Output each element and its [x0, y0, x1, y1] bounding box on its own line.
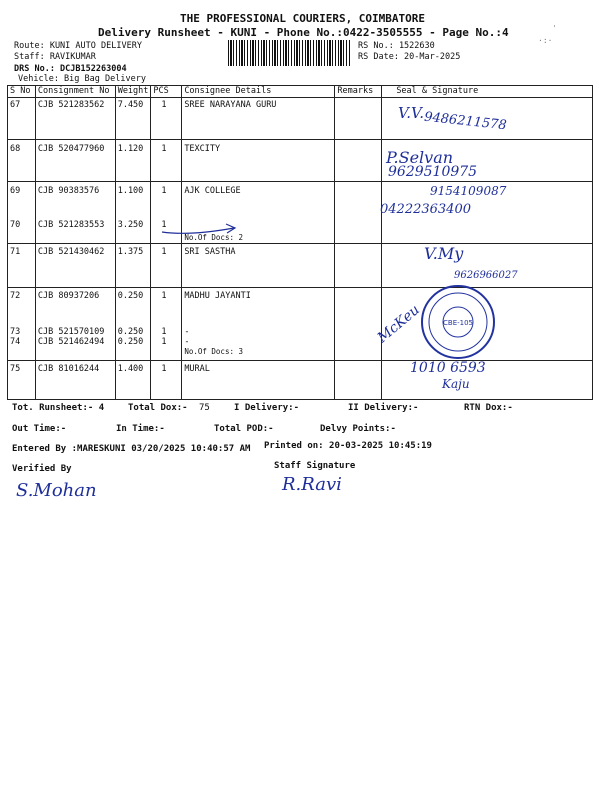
row-sno: 75 [8, 361, 36, 400]
row-weight [115, 288, 151, 361]
row-consignee: TEXCITY [182, 140, 335, 182]
row-sno-74: 74 [10, 337, 21, 347]
entered-by: Entered By :MARESKUNI 03/20/2025 10:40:57 AM [12, 444, 251, 454]
i-delivery: I Delivery:- [234, 403, 300, 413]
row-pcs: 1 [151, 244, 182, 288]
delvy-points: Delvy Points:- [320, 424, 396, 434]
handwritten-signature: V.My [424, 244, 464, 263]
row-sno-69: 69 [10, 186, 21, 196]
row-consignee-73: - [184, 327, 190, 337]
total-dox-value: 75 [199, 403, 210, 413]
row-pcs-73: 1 [161, 327, 167, 337]
printed-on: Printed on: 20-03-2025 10:45:19 [264, 441, 432, 451]
col-weight: Weight [115, 86, 151, 98]
row-sno-72: 72 [10, 291, 21, 301]
staff-signature-label: Staff Signature [274, 461, 356, 471]
rtn-dox: RTN Dox:- [464, 403, 513, 413]
row-cn-74: CJB 521462494 [37, 337, 105, 347]
row-pcs-69: 1 [161, 186, 167, 196]
row-remarks [335, 98, 382, 140]
row-sno: 71 [8, 244, 36, 288]
row-cn [35, 288, 115, 361]
seal-stamp-code: CBE-105 [443, 319, 473, 327]
row-pcs: 1 [151, 361, 182, 400]
vehicle-label: Vehicle: Big Bag Delivery [18, 74, 146, 84]
row-remarks [335, 244, 382, 288]
handwritten-signature: McKeu [374, 301, 423, 347]
row-weight [115, 182, 151, 244]
row-weight-72: 0.250 [117, 291, 144, 301]
runsheet-subtitle: Delivery Runsheet - KUNI - Phone No.:0422-3505555 - Page No.:4 [98, 26, 509, 39]
row-pcs-72: 1 [161, 291, 167, 301]
tot-runsheet: Tot. Runsheet:- 4 [12, 403, 105, 413]
row-cn: CJB 521283562 [35, 98, 115, 140]
handwritten-signature: Kaju [442, 377, 470, 391]
verified-by: Verified By [12, 464, 72, 474]
row-sno-70: 70 [10, 220, 21, 230]
row-remarks [335, 140, 382, 182]
row-weight: 1.400 [115, 361, 151, 400]
row-remarks [335, 288, 382, 361]
docs-count-note: No.Of Docs: 2 [184, 233, 244, 242]
row-weight: 1.375 [115, 244, 151, 288]
row-cn-73: CJB 521570109 [37, 327, 105, 337]
row-cn-72: CJB 80937206 [37, 291, 100, 301]
row-cn: CJB 521430462 [35, 244, 115, 288]
route-label: Route: KUNI AUTO DELIVERY [14, 41, 142, 51]
barcode [228, 40, 350, 66]
row-cn: CJB 81016244 [35, 361, 115, 400]
row-pcs-74: 1 [161, 337, 167, 347]
row-weight-74: 0.250 [117, 337, 144, 347]
out-time: Out Time:- [12, 424, 67, 434]
verifier-signature: S.Mohan [16, 480, 97, 501]
row-weight: 7.450 [115, 98, 151, 140]
row-sno [8, 182, 36, 244]
row-sno: 67 [8, 98, 36, 140]
col-consignee: Consignee Details [182, 86, 335, 98]
row-weight-69: 1.100 [117, 186, 144, 196]
col-seal: Seal & Signature [382, 86, 593, 98]
handwritten-phone: 9486211578 [423, 109, 508, 134]
row-pcs: 1 [151, 98, 182, 140]
in-time: In Time:- [116, 424, 165, 434]
handwritten-name: P.Selvan [386, 148, 454, 167]
staff-handwritten-signature: R.Ravi [282, 474, 342, 495]
staff-label: Staff: RAVIKUMAR [14, 52, 96, 62]
rs-date: RS Date: 20-Mar-2025 [358, 52, 461, 62]
handwritten-phone: 9629510975 [388, 164, 478, 180]
table-row [8, 288, 593, 361]
col-sno: S No [8, 86, 36, 98]
row-cn-70: CJB 521283553 [37, 220, 105, 230]
total-pod: Total POD:- [214, 424, 274, 434]
row-cn: CJB 520477960 [35, 140, 115, 182]
seal-stamp-icon [418, 282, 498, 362]
ii-delivery: II Delivery:- [348, 403, 419, 413]
row-sno-73: 73 [10, 327, 21, 337]
handwritten-phone: 04222363400 [380, 202, 471, 217]
arrow-icon [160, 222, 240, 238]
handwritten-signature: V.V. [398, 104, 424, 122]
row-pcs-70: 1 [161, 220, 167, 230]
company-title: THE PROFESSIONAL COURIERS, COIMBATORE [180, 12, 426, 25]
rs-number: RS No.: 1522630 [358, 41, 435, 51]
row-sno [8, 288, 36, 361]
table-row [8, 140, 593, 182]
row-cn [35, 182, 115, 244]
row-cn-69: CJB 90383576 [37, 186, 100, 196]
row-consignee-69: AJK COLLEGE [184, 186, 241, 196]
row-pcs [151, 288, 182, 361]
row-weight-70: 3.250 [117, 220, 144, 230]
col-consignment: Consignment No [35, 86, 115, 98]
scan-mark: ·:· [538, 36, 553, 45]
row-consignee: SRI SASTHA [182, 244, 335, 288]
row-consignee: MURAL [182, 361, 335, 400]
row-remarks [335, 182, 382, 244]
drs-label: DRS No.: DCJB152263004 [14, 64, 127, 74]
handwritten-phone: 9626966027 [454, 270, 518, 281]
row-consignee: SREE NARAYANA GURU [182, 98, 335, 140]
table-row [8, 361, 593, 400]
row-consignee-72: MADHU JAYANTI [184, 291, 251, 301]
row-pcs: 1 [151, 140, 182, 182]
row-consignee-74: - [184, 337, 190, 347]
row-weight: 1.120 [115, 140, 151, 182]
col-remarks: Remarks [335, 86, 382, 98]
handwritten-number: 1010 6593 [410, 360, 486, 376]
row-consignee [182, 288, 335, 361]
total-dox-label: Total Dox:- [128, 403, 188, 413]
col-pcs: PCS [151, 86, 182, 98]
row-weight-73: 0.250 [117, 327, 144, 337]
table-header-row [8, 86, 593, 98]
handwritten-phone: 9154109087 [430, 184, 507, 198]
row-sno: 68 [8, 140, 36, 182]
row-remarks [335, 361, 382, 400]
scan-mark: ' [552, 24, 557, 33]
docs-count-note: No.Of Docs: 3 [184, 347, 244, 356]
